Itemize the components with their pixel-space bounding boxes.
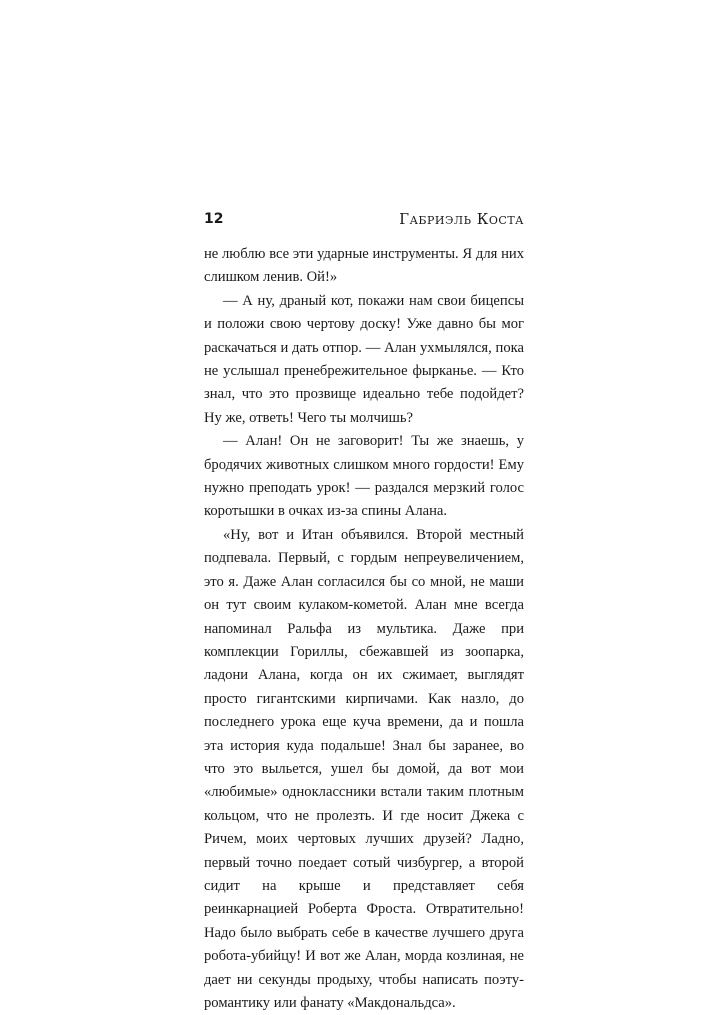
running-head — [204, 208, 524, 230]
paragraph: не люблю все эти ударные инструменты. Я для них слишком ленив. Ой!» — [204, 246, 524, 286]
body-text — [204, 243, 524, 1015]
paragraph: «Ну, вот и Итан объявился. Второй местный подпевала. Первый, с гордым непреувеличением, это я. Даже Алан согласился бы со мной, не маши он тут своим кулаком-кометой. Алан мне всегда напоминал Ральфа из мультика. Даже при комплекции Гориллы, сбежавшей из зоопарка, ладони Алана, когда он их сжимает, выглядят просто гигантскими кирпичами. Как назло, до последнего урока еще куча времени, да и пошла эта история куда подальше! Знал бы заранее, во что это выльется, ушел бы домой, да вот мои «любимые» одноклассники встали таким плотным кольцом, что не пролезть. И где носит Джека с Ричем, моих чертовых лучших друзей? Ладно, первый точно поедает сотый чизбургер, а второй сидит на крыше и представляет себя реинкарнацией Роберта Фроста. Отвратительно! Надо было выбрать себе в качестве лучшего друга робота-убийцу! И вот же Алан, морда козлиная, не дает ни секунды продыху, чтобы написать поэту-романтику или фанату «Макдональдса». — [204, 526, 524, 1011]
author-name: Габриэль Коста — [399, 210, 524, 228]
paragraph: — Алан! Он не заговорит! Ты же знаешь, у бродячих животных слишком много гордости! Ему нужно преподать урок! — раздался мерзкий голос коротышки в очках из-за спины Алана. — [204, 433, 524, 520]
paragraph: — А ну, драный кот, покажи нам свои бицепсы и положи свою чертову доску! Уже давно бы мог раскачаться и дать отпор. — Алан ухмылялся, пока не услышал пренебрежительное фырканье. — Кто знал, что это прозвище идеально тебе подойдет? Ну же, ответь! Чего ты молчишь? — [204, 292, 524, 426]
page-number: 12 — [204, 211, 224, 227]
